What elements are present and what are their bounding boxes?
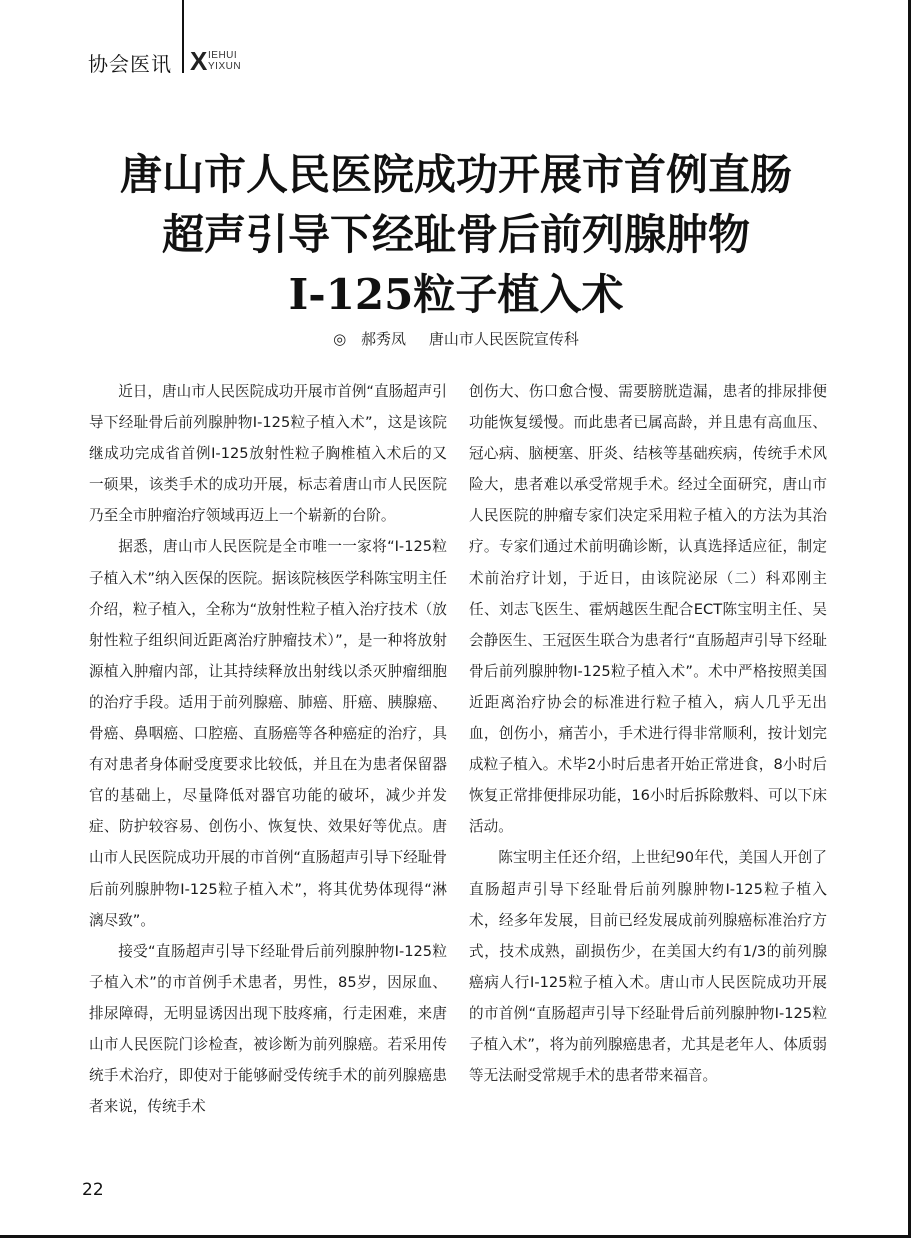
author-affiliation: 唐山市人民医院宣传科 xyxy=(428,330,579,348)
paragraph-continued: 创伤大、伤口愈合慢、需要膀胱造漏，患者的排尿排便功能恢复缓慢。而此患者已属高龄，并且患有高血压、冠心病、脑梗塞、肝炎、结核等基础疾病，传统手术风险大，患者难以承受常规手术。经过全面研究，唐山市人民医院的肿瘤专家们决定采用粒子植入的方法为其治疗。专家们通过术前明确诊断，认真选择适应征，制定术前治疗计划，于近日，由该院泌尿（二）科邓刚主任、刘志飞医生、霍炳越医生配合ECT陈宝明主任、吴会静医生、王冠医生联合为患者行“直肠超声引导下经耻骨后前列腺肿物I-125粒子植入术”。术中严格按照美国近距离治疗协会的标准进行粒子植入，病人几乎无出血，创伤小，痛苦小，手术进行得非常顺利，按计划完成粒子植入。术毕2小时后患者开始正常进食，8小时后恢复正常排便排尿功能，16小时后拆除敷料、可以下床活动。 xyxy=(469,383,827,836)
body-column-right xyxy=(469,376,827,1091)
paragraph: 近日，唐山市人民医院成功开展市首例“直肠超声引导下经耻骨后前列腺肿物I-125粒子植入术”，这是该院继成功完成省首例I-125放射性粒子胸椎植入术后的又一硕果，该类手术的成功开展，标志着唐山市人民医院乃至全市肿瘤治疗领域再迈上一个崭新的台阶。 xyxy=(89,383,447,525)
title-line-2: 超声引导下经耻骨后前列腺肿物 xyxy=(161,210,750,259)
logo-line-1: IEHUI xyxy=(208,50,238,61)
paragraph: 陈宝明主任还介绍，上世纪90年代，美国人开创了直肠超声引导下经耻骨后前列腺肿物I-125粒子植入术，经多年发展，目前已经发展成前列腺癌标准治疗方式，技术成熟，副损伤少，在美国大约有1/3的前列腺癌病人行I-125粒子植入术。唐山市人民医院成功开展的市首例“直肠超声引导下经耻骨后前列腺肿物I-125粒子植入术”，将为前列腺癌患者，尤其是老年人、体质弱等无法耐受常规手术的患者带来福音。 xyxy=(469,849,827,1085)
title-line-3: I-125粒子植入术 xyxy=(288,270,624,319)
title-line-1: 唐山市人民医院成功开展市首例直肠 xyxy=(119,150,792,199)
logo-letter: X xyxy=(190,46,208,76)
logo-line-2: YIXUN xyxy=(208,61,242,72)
section-label: 协会医讯 xyxy=(88,52,172,76)
header-divider xyxy=(182,0,184,73)
article-title xyxy=(40,145,872,325)
author-name: 郝秀凤 xyxy=(361,330,407,348)
paragraph: 据悉，唐山市人民医院是全市唯一一家将“I-125粒子植入术”纳入医保的医院。据该院核医学科陈宝明主任介绍，粒子植入，全称为“放射性粒子植入治疗技术（放射性粒子组织间近距离治疗肿瘤技术）”，是一种将放射源植入肿瘤内部，让其持续释放出射线以杀灭肿瘤细胞的治疗手段。适用于前列腺癌、肺癌、肝癌、胰腺癌、骨癌、鼻咽癌、口腔癌、直肠癌等各种癌症的治疗，具有对患者身体耐受度要求比较低，并且在为患者保留器官的基础上，尽量降低对器官功能的破坏，减少并发症、防护较容易、创伤小、恢复快、效果好等优点。唐山市人民医院成功开展的市首例“直肠超声引导下经耻骨后前列腺肿物I-125粒子植入术”，将其优势体现得“淋漓尽致”。 xyxy=(89,538,447,929)
body-column-left xyxy=(89,376,447,1122)
byline-mark: ◎ xyxy=(333,330,347,348)
section-logo xyxy=(190,48,270,74)
byline xyxy=(0,328,912,349)
paragraph: 接受“直肠超声引导下经耻骨后前列腺肿物I-125粒子植入术”的市首例手术患者，男性，85岁，因尿血、排尿障碍，无明显诱因出现下肢疼痛，行走困难，来唐山市人民医院门诊检查，被诊断为前列腺癌。若采用传统手术治疗，即使对于能够耐受传统手术的前列腺癌患者来说，传统手术 xyxy=(89,942,447,1116)
page-number: 22 xyxy=(82,1180,104,1200)
